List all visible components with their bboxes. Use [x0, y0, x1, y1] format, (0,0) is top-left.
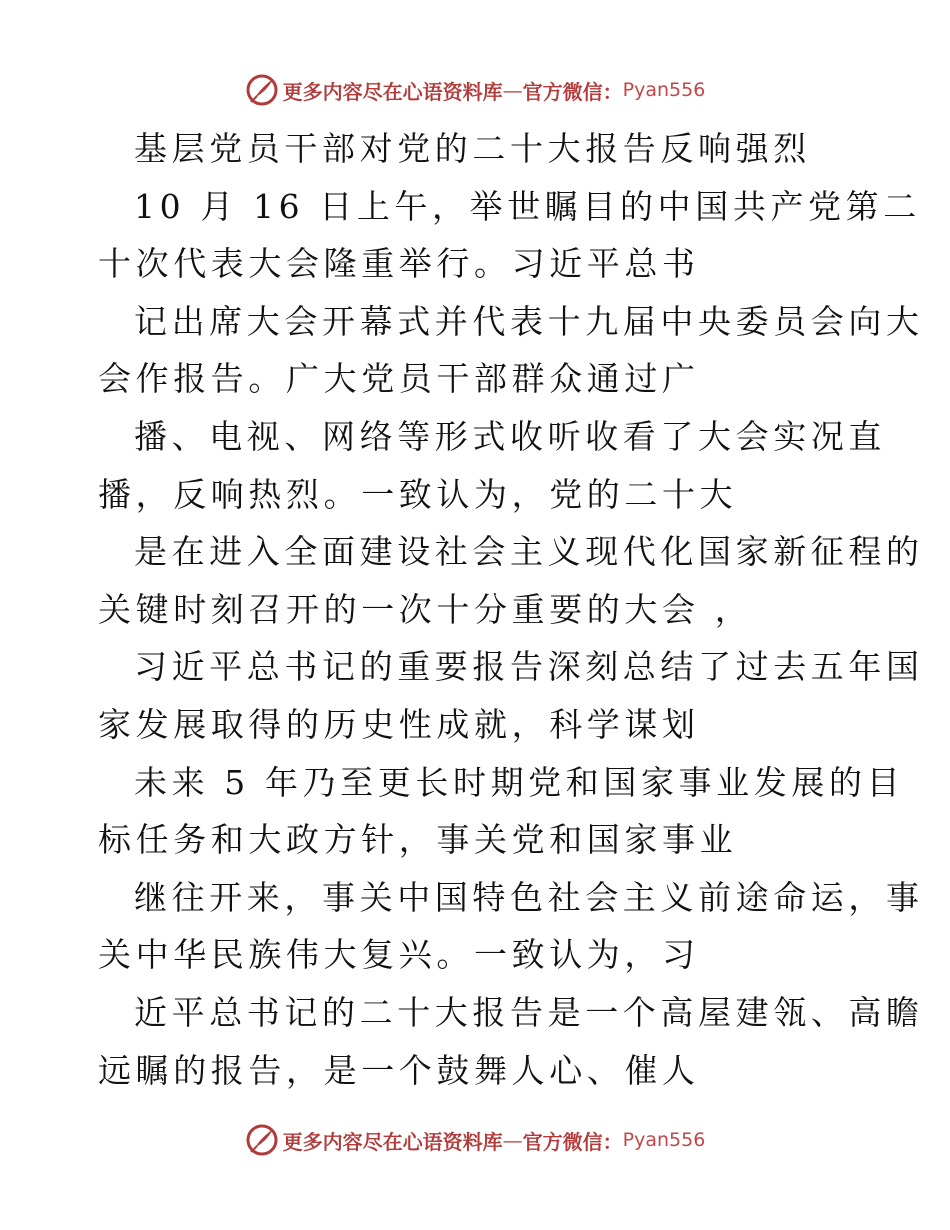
text-line: 十次代表大会隆重举行。习近平总书	[98, 244, 700, 284]
text-line: 10 月 16 日上午，举世瞩目的中国共产党第二	[134, 186, 921, 226]
footer-banner	[0, 1120, 950, 1160]
banner-dash: —	[502, 1128, 523, 1152]
banner-wechat-id: Pyan556	[622, 79, 706, 101]
document-body	[98, 120, 924, 1099]
text-line: 关键时刻召开的一次十分重要的大会 ，	[98, 589, 753, 629]
banner-wechat-label: 官方微信：	[522, 1129, 623, 1154]
text-line: 播、电视、网络等形式收听收看了大会实况直	[134, 416, 886, 456]
text-line: 关中华民族伟大复兴。一致认为，习	[98, 935, 700, 975]
text-line: 习近平总书记的重要报告深刻总结了过去五年国	[134, 647, 924, 687]
text-line: 家发展取得的历史性成就，科学谋划	[98, 704, 700, 744]
text-line: 标任务和大政方针，事关党和国家事业	[98, 820, 738, 860]
banner-brand-text: 更多内容尽在心语资料库	[282, 79, 503, 104]
text-line: 会作报告。广大党员干部群众通过广	[98, 359, 700, 399]
banner-wechat-label: 官方微信：	[522, 79, 623, 104]
text-line: 近平总书记的二十大报告是一个高屋建瓴、高瞻	[134, 992, 924, 1032]
banner-wechat-id: Pyan556	[622, 1129, 706, 1151]
header-banner	[0, 70, 950, 110]
text-line: 未来 5 年乃至更长时期党和国家事业发展的目	[134, 762, 905, 802]
text-line: 记出席大会开幕式并代表十九届中央委员会向大	[134, 301, 924, 341]
text-line: 远瞩的报告，是一个鼓舞人心、催人	[98, 1050, 700, 1090]
document-title: 基层党员干部对党的二十大报告反响强烈	[134, 129, 811, 168]
banner-brand-text: 更多内容尽在心语资料库	[282, 1129, 503, 1154]
feather-quill-logo-icon	[245, 73, 279, 107]
text-line: 继往开来，事关中国特色社会主义前途命运，事	[134, 877, 924, 917]
text-line: 是在进入全面建设社会主义现代化国家新征程的	[134, 532, 924, 572]
text-line: 播，反响热烈。一致认为，党的二十大	[98, 474, 738, 514]
banner-dash: —	[502, 78, 523, 102]
feather-quill-logo-icon	[245, 1123, 279, 1157]
